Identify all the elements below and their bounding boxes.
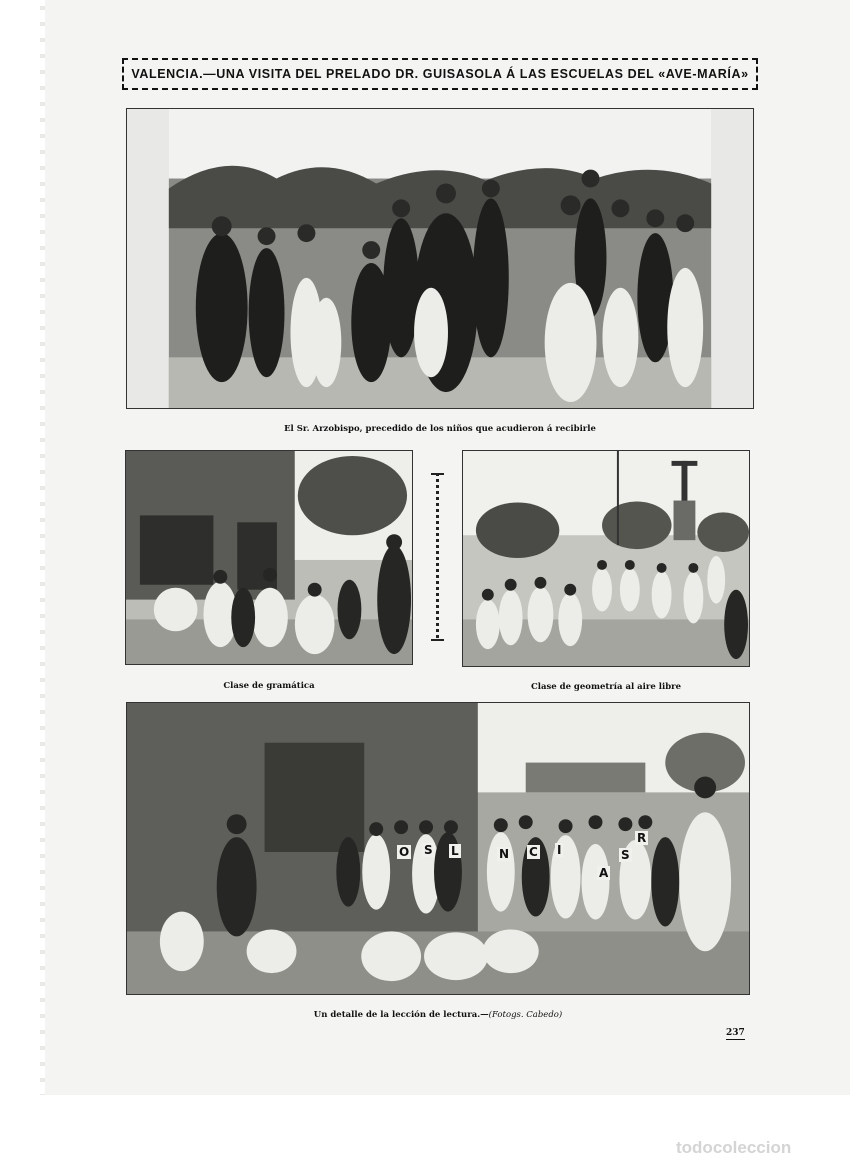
caption-geometry-class: Clase de geometría al aire libre [530, 682, 682, 692]
letter-card: A [599, 866, 609, 880]
letter-card: N [499, 847, 510, 861]
photo-geometry-image [463, 451, 749, 666]
letter-card: L [451, 844, 459, 858]
caption-reading-text: Un detalle de la lección de lectura.— [313, 1010, 489, 1020]
letter-card: C [529, 845, 538, 859]
letter-card: O [399, 845, 410, 859]
photo-archbishop-children [126, 108, 754, 409]
letter-cards [127, 703, 750, 995]
photo-grammar-class [125, 450, 413, 665]
letter-card: I [557, 843, 562, 857]
letter-card: S [621, 848, 630, 862]
caption-grammar-class: Clase de gramática [223, 681, 315, 691]
photo-credit: (Fotogs. Cabedo) [488, 1010, 563, 1020]
page-title: VALENCIA.—UNA VISITA DEL PRELADO DR. GUISASOLA Á LAS ESCUELAS DEL «AVE-MARÍA» [131, 67, 749, 81]
photo-reading-lesson [126, 702, 750, 995]
caption-reading-lesson [126, 1010, 750, 1020]
page-number: 237 [726, 1028, 745, 1038]
title-frame [122, 58, 758, 90]
letter-card: S [424, 843, 433, 857]
photo-archbishop-image [127, 109, 753, 408]
photo-geometry-class [462, 450, 750, 667]
watermark-logo: todocoleccion [676, 1138, 792, 1157]
letter-card: R [637, 831, 647, 845]
caption-top-photo: El Sr. Arzobispo, precedido de los niños que acudieron á recibirle [284, 424, 596, 434]
vertical-divider [436, 473, 439, 641]
photo-grammar-image [126, 451, 412, 664]
divider-ornament-bottom [431, 639, 444, 641]
